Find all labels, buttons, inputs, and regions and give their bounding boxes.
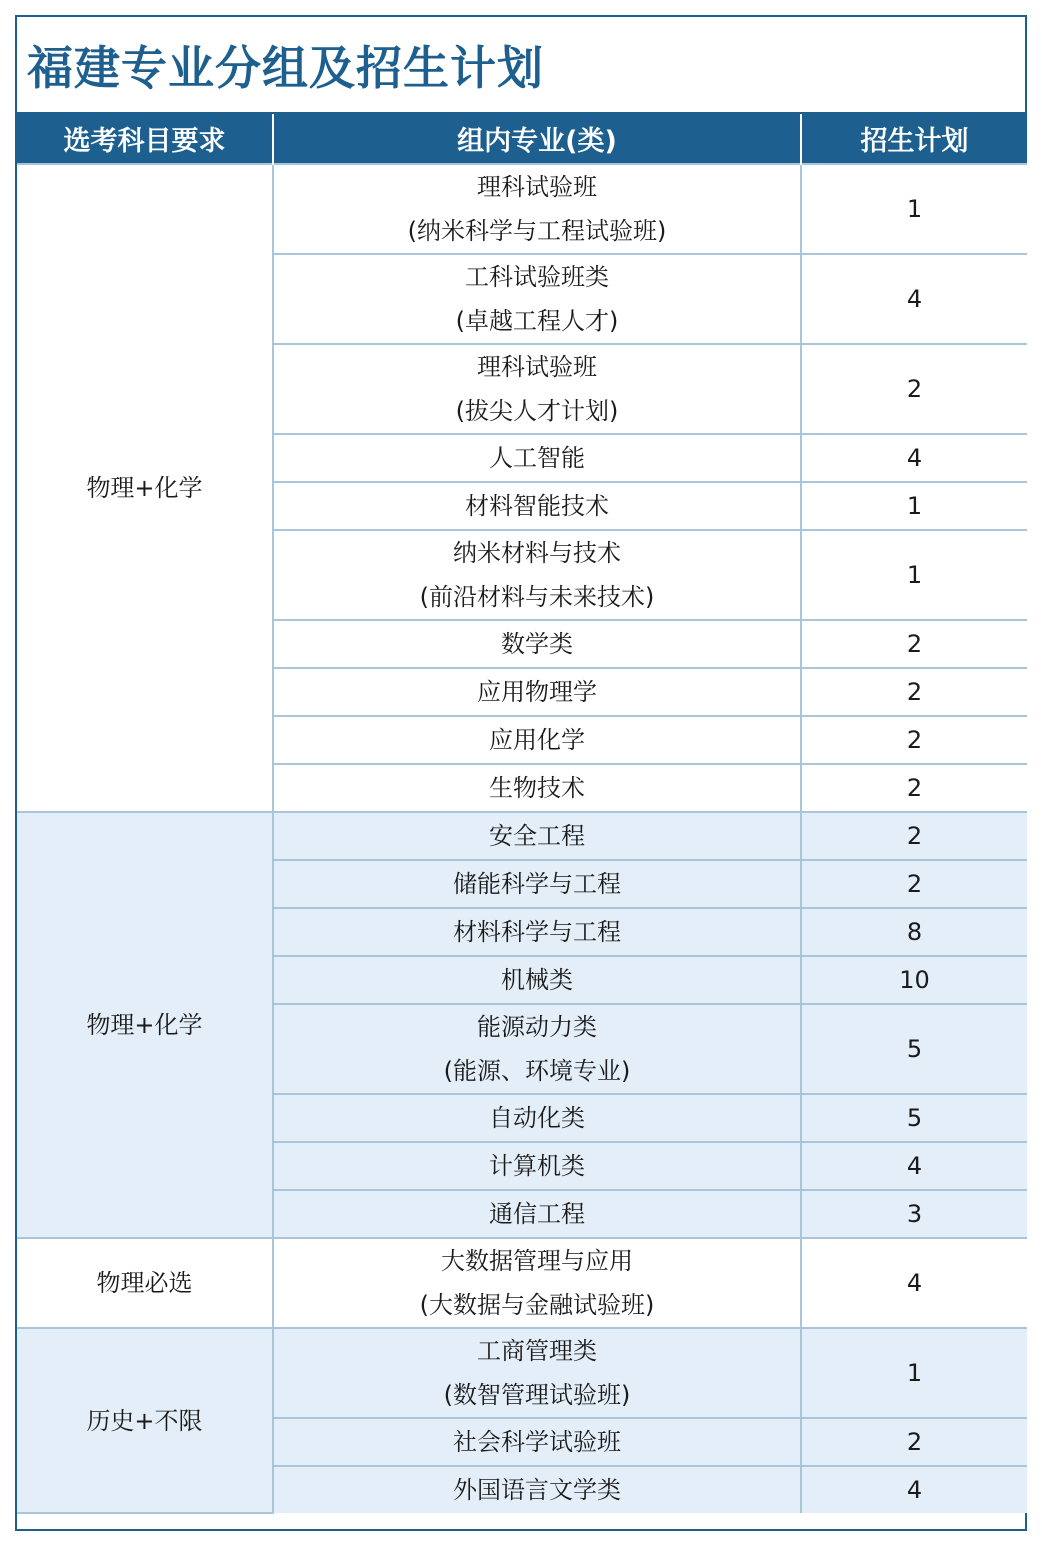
- major-cell: [273, 1142, 801, 1190]
- group-3: [17, 1238, 1027, 1328]
- major-cell: [273, 1418, 801, 1466]
- plan-count-cell: 4: [801, 1466, 1027, 1513]
- major-subtitle: (能源、环境专业): [443, 1057, 631, 1085]
- table-header: [17, 114, 1027, 164]
- plan-count-cell: 10: [801, 956, 1027, 1004]
- major-name: 安全工程: [489, 822, 585, 850]
- major-cell: [273, 530, 801, 620]
- major-cell: [273, 1466, 801, 1513]
- major-cell: [273, 1190, 801, 1238]
- major-cell: [273, 434, 801, 482]
- major-cell: [273, 164, 801, 254]
- major-name: 计算机类: [489, 1152, 585, 1180]
- plan-count-cell: 4: [801, 1238, 1027, 1328]
- major-name: 能源动力类: [477, 1013, 597, 1041]
- plan-count-cell: 1: [801, 164, 1027, 254]
- plan-count-cell: 4: [801, 254, 1027, 344]
- enrollment-plan-table: [17, 114, 1027, 1514]
- major-name: 理科试验班: [477, 353, 597, 381]
- major-name: 纳米材料与技术: [453, 539, 621, 567]
- page-title: 福建专业分组及招生计划: [17, 17, 1025, 114]
- plan-count-cell: 8: [801, 908, 1027, 956]
- plan-count-cell: 3: [801, 1190, 1027, 1238]
- major-name: 人工智能: [489, 444, 585, 472]
- major-cell: [273, 764, 801, 812]
- major-cell: [273, 1328, 801, 1418]
- major-subtitle: (卓越工程人才): [455, 307, 619, 335]
- header-subject-requirement: 选考科目要求: [17, 114, 273, 164]
- plan-count-cell: 2: [801, 344, 1027, 434]
- major-cell: [273, 908, 801, 956]
- major-cell: [273, 1094, 801, 1142]
- major-cell: [273, 716, 801, 764]
- table-row: [17, 1328, 1027, 1418]
- table-row: [17, 1238, 1027, 1328]
- plan-count-cell: 2: [801, 812, 1027, 860]
- major-cell: [273, 668, 801, 716]
- subject-requirement-cell: 历史+不限: [17, 1328, 273, 1513]
- major-subtitle: (拔尖人才计划): [455, 397, 619, 425]
- major-cell: [273, 482, 801, 530]
- plan-count-cell: 1: [801, 1328, 1027, 1418]
- plan-count-cell: 2: [801, 620, 1027, 668]
- major-name: 自动化类: [489, 1104, 585, 1132]
- plan-count-cell: 1: [801, 482, 1027, 530]
- major-name: 工商管理类: [477, 1337, 597, 1365]
- subject-requirement-cell: 物理+化学: [17, 812, 273, 1238]
- group-2: [17, 812, 1027, 1238]
- major-name: 应用物理学: [477, 678, 597, 706]
- major-subtitle: (纳米科学与工程试验班): [407, 217, 667, 245]
- group-1: [17, 164, 1027, 812]
- plan-count-cell: 2: [801, 1418, 1027, 1466]
- major-cell: [273, 860, 801, 908]
- plan-count-cell: 2: [801, 716, 1027, 764]
- major-subtitle: (前沿材料与未来技术): [419, 583, 655, 611]
- major-name: 工科试验班类: [465, 263, 609, 291]
- major-name: 大数据管理与应用: [441, 1247, 633, 1275]
- plan-count-cell: 2: [801, 860, 1027, 908]
- subject-requirement-cell: 物理必选: [17, 1238, 273, 1328]
- major-name: 生物技术: [489, 774, 585, 802]
- major-name: 材料智能技术: [465, 492, 609, 520]
- plan-count-cell: 5: [801, 1004, 1027, 1094]
- major-name: 材料科学与工程: [453, 918, 621, 946]
- major-name: 外国语言文学类: [453, 1476, 621, 1504]
- plan-table-frame: [15, 15, 1027, 1531]
- major-cell: [273, 1004, 801, 1094]
- plan-count-cell: 4: [801, 434, 1027, 482]
- subject-requirement-cell: 物理+化学: [17, 164, 273, 812]
- major-name: 数学类: [501, 630, 573, 658]
- plan-count-cell: 1: [801, 530, 1027, 620]
- major-name: 通信工程: [489, 1200, 585, 1228]
- major-name: 机械类: [501, 966, 573, 994]
- major-subtitle: (大数据与金融试验班): [419, 1291, 655, 1319]
- major-name: 应用化学: [489, 726, 585, 754]
- table-row: [17, 164, 1027, 254]
- major-cell: [273, 956, 801, 1004]
- major-name: 储能科学与工程: [453, 870, 621, 898]
- plan-count-cell: 4: [801, 1142, 1027, 1190]
- header-plan: 招生计划: [801, 114, 1027, 164]
- group-4: [17, 1328, 1027, 1513]
- major-cell: [273, 620, 801, 668]
- table-row: [17, 812, 1027, 860]
- major-name: 理科试验班: [477, 173, 597, 201]
- major-subtitle: (数智管理试验班): [443, 1381, 631, 1409]
- major-cell: [273, 344, 801, 434]
- header-major: 组内专业(类): [273, 114, 801, 164]
- plan-count-cell: 5: [801, 1094, 1027, 1142]
- major-cell: [273, 812, 801, 860]
- major-cell: [273, 254, 801, 344]
- major-name: 社会科学试验班: [453, 1428, 621, 1456]
- plan-count-cell: 2: [801, 764, 1027, 812]
- plan-count-cell: 2: [801, 668, 1027, 716]
- major-cell: [273, 1238, 801, 1328]
